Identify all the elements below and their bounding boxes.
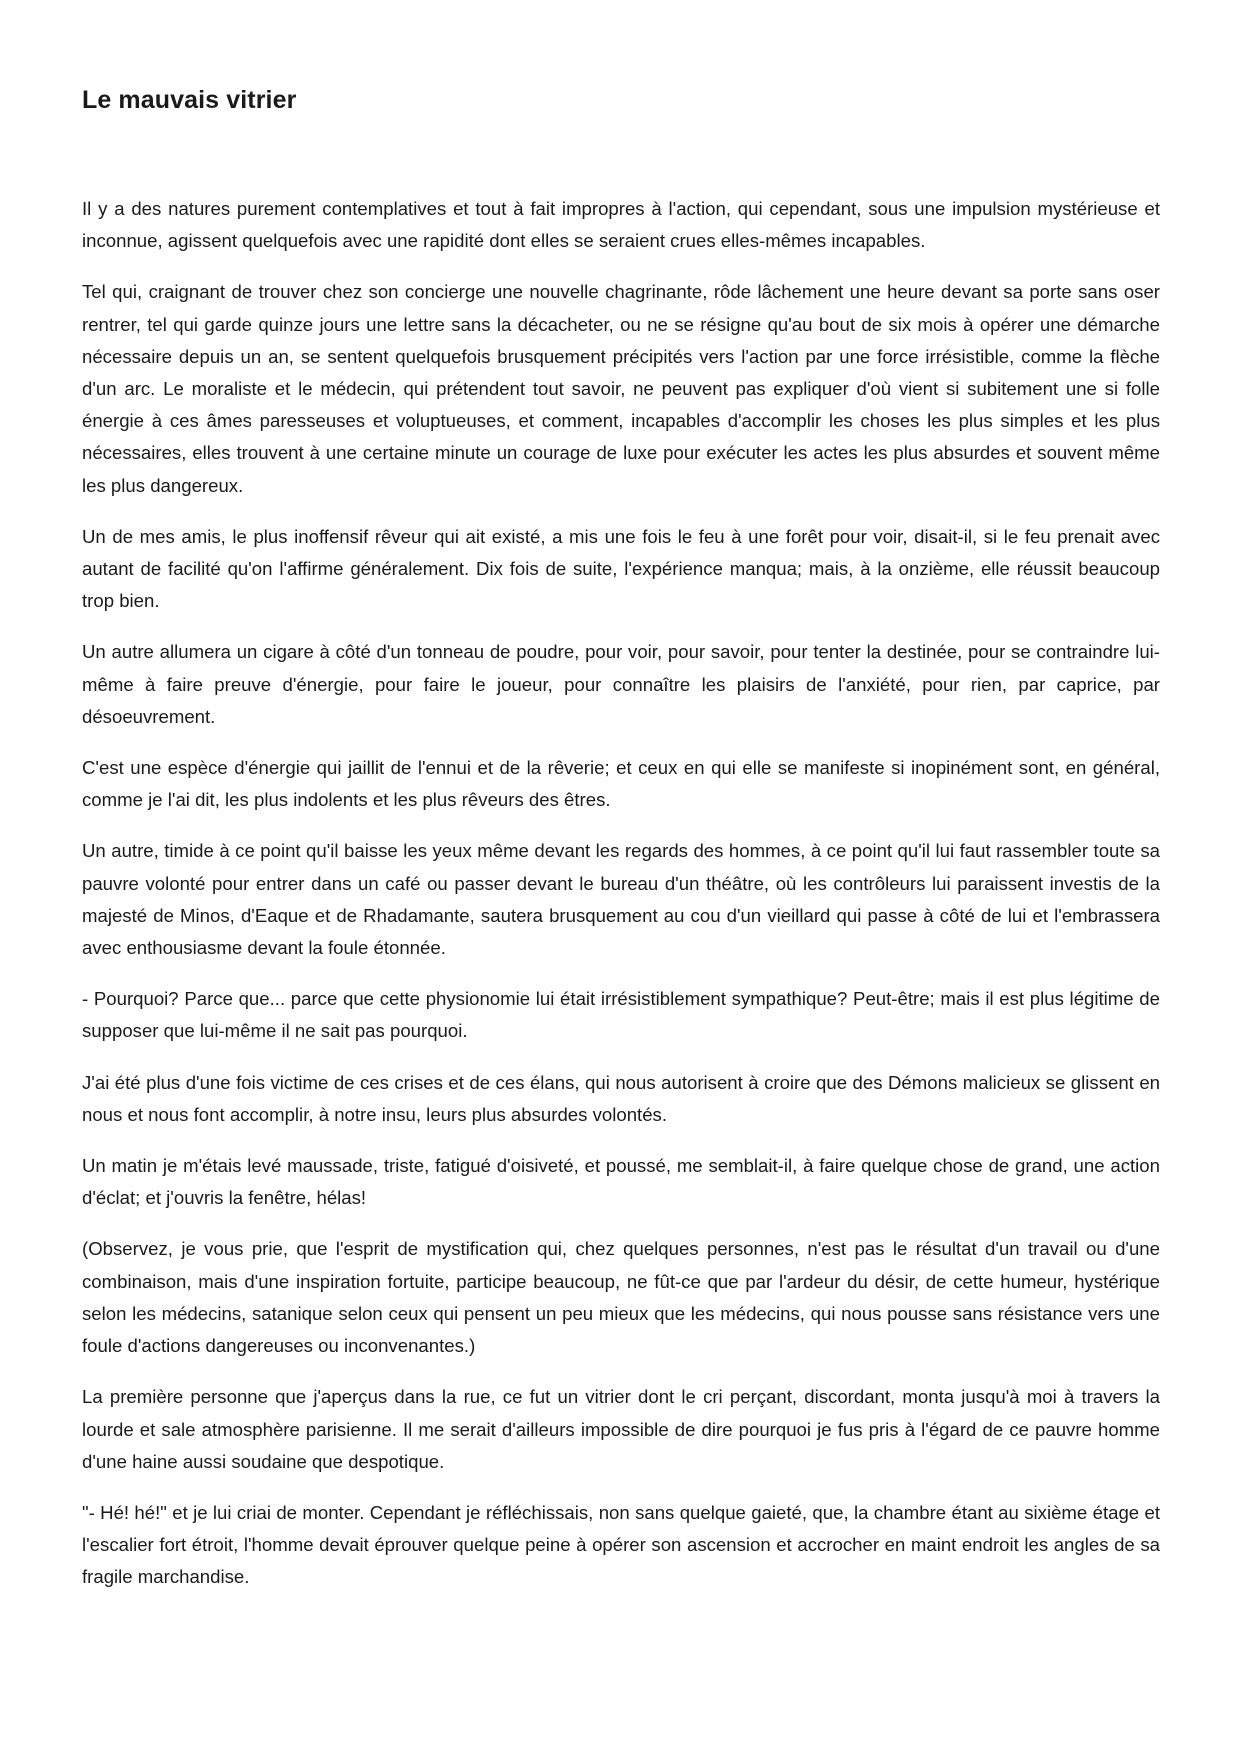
paragraph: Il y a des natures purement contemplatives et tout à fait impropres à l'action, qui cependant, sous une impulsion mystérieuse et inconnue, agissent quelquefois avec une rapidité dont elles se seraient crues elles-mêmes incapables.: [82, 198, 1160, 252]
paragraph: J'ai été plus d'une fois victime de ces crises et de ces élans, qui nous autorisent à croire que des Démons malicieux se glissent en nous et nous font accomplir, à notre insu, leurs plus absurdes volontés.: [82, 1071, 1160, 1125]
paragraph: Un autre allumera un cigare à côté d'un tonneau de poudre, pour voir, pour savoir, pour tenter la destinée, pour se contraindre lui-même à faire preuve d'énergie, pour faire le joueur, pour connaître les plaisirs de l'anxiété, pour rien, par caprice, par désoeuvrement.: [82, 641, 1160, 727]
document-title: Le mauvais vitrier: [82, 86, 297, 114]
paragraph: "- Hé! hé!" et je lui criai de monter. Cependant je réfléchissais, non sans quelque gaieté, que, la chambre étant au sixième étage et l'escalier fort étroit, l'homme devait éprouver quelque peine à opérer son ascension et accrocher en maint endroit les angles de sa fragile marchandise.: [82, 1501, 1160, 1588]
document-content: [82, 82, 1160, 1613]
document-body: [82, 193, 1160, 1594]
paragraph: Un autre, timide à ce point qu'il baisse les yeux même devant les regards des hommes, à ce point qu'il lui faut rassembler toute sa pauvre volonté pour entrer dans un café ou passer devant le bureau d'un théâtre, où les contrôleurs lui paraissent investis de la majesté de Minos, d'Eaque et de Rhadamante, sautera brusquement au cou d'un vieillard qui passe à côté de lui et l'embrassera avec enthousiasme devant la foule étonnée.: [82, 840, 1160, 959]
paragraph: Un matin je m'étais levé maussade, triste, fatigué d'oisiveté, et poussé, me semblait-il, à faire quelque chose de grand, une action d'éclat; et j'ouvris la fenêtre, hélas!: [82, 1155, 1160, 1209]
paragraph: (Observez, je vous prie, que l'esprit de mystification qui, chez quelques personnes, n'est pas le résultat d'un travail ou d'une combinaison, mais d'une inspiration fortuite, participe beaucoup, ne fût-ce que par l'ardeur du désir, de cette humeur, hystérique selon les médecins, satanique selon ceux qui pensent un peu mieux que les médecins, qui nous pousse sans résistance vers une foule d'actions dangereuses ou inconvenantes.): [82, 1238, 1160, 1357]
paragraph: - Pourquoi? Parce que... parce que cette physionomie lui était irrésistiblement sympathique? Peut-être; mais il est plus légitime de supposer que lui-même il ne sait pas pourquoi.: [82, 988, 1160, 1042]
paragraph: La première personne que j'aperçus dans la rue, ce fut un vitrier dont le cri perçant, discordant, monta jusqu'à moi à travers la lourde et sale atmosphère parisienne. Il me serait d'ailleurs impossible de dire pourquoi je fus pris à l'égard de ce pauvre homme d'une haine aussi soudaine que despotique.: [82, 1386, 1160, 1472]
paragraph: Tel qui, craignant de trouver chez son concierge une nouvelle chagrinante, rôde lâchement une heure devant sa porte sans oser rentrer, tel qui garde quinze jours une lettre sans la décacheter, ou ne se résigne qu'au bout de six mois à opérer une démarche nécessaire depuis un an, se sentent quelquefois brusquement précipités vers l'action par une force irrésistible, comme la flèche d'un arc. Le moraliste et le médecin, qui prétendent tout savoir, ne peuvent pas expliquer d'où vient si subitement une si folle énergie à ces âmes paresseuses et voluptueuses, et comment, incapables d'accomplir les choses les plus simples et les plus nécessaires, elles trouvent à une certaine minute un courage de luxe pour exécuter les actes les plus absurdes et souvent même les plus dangereux.: [82, 281, 1160, 496]
paragraph: Un de mes amis, le plus inoffensif rêveur qui ait existé, a mis une fois le feu à une forêt pour voir, disait-il, si le feu prenait avec autant de facilité qu'on l'affirme généralement. Dix fois de suite, l'expérience manqua; mais, à la onzième, elle réussit beaucoup trop bien.: [82, 525, 1160, 612]
paragraph: C'est une espèce d'énergie qui jaillit de l'ennui et de la rêverie; et ceux en qui elle se manifeste si inopinément sont, en général, comme je l'ai dit, les plus indolents et les plus rêveurs des êtres.: [82, 757, 1160, 811]
